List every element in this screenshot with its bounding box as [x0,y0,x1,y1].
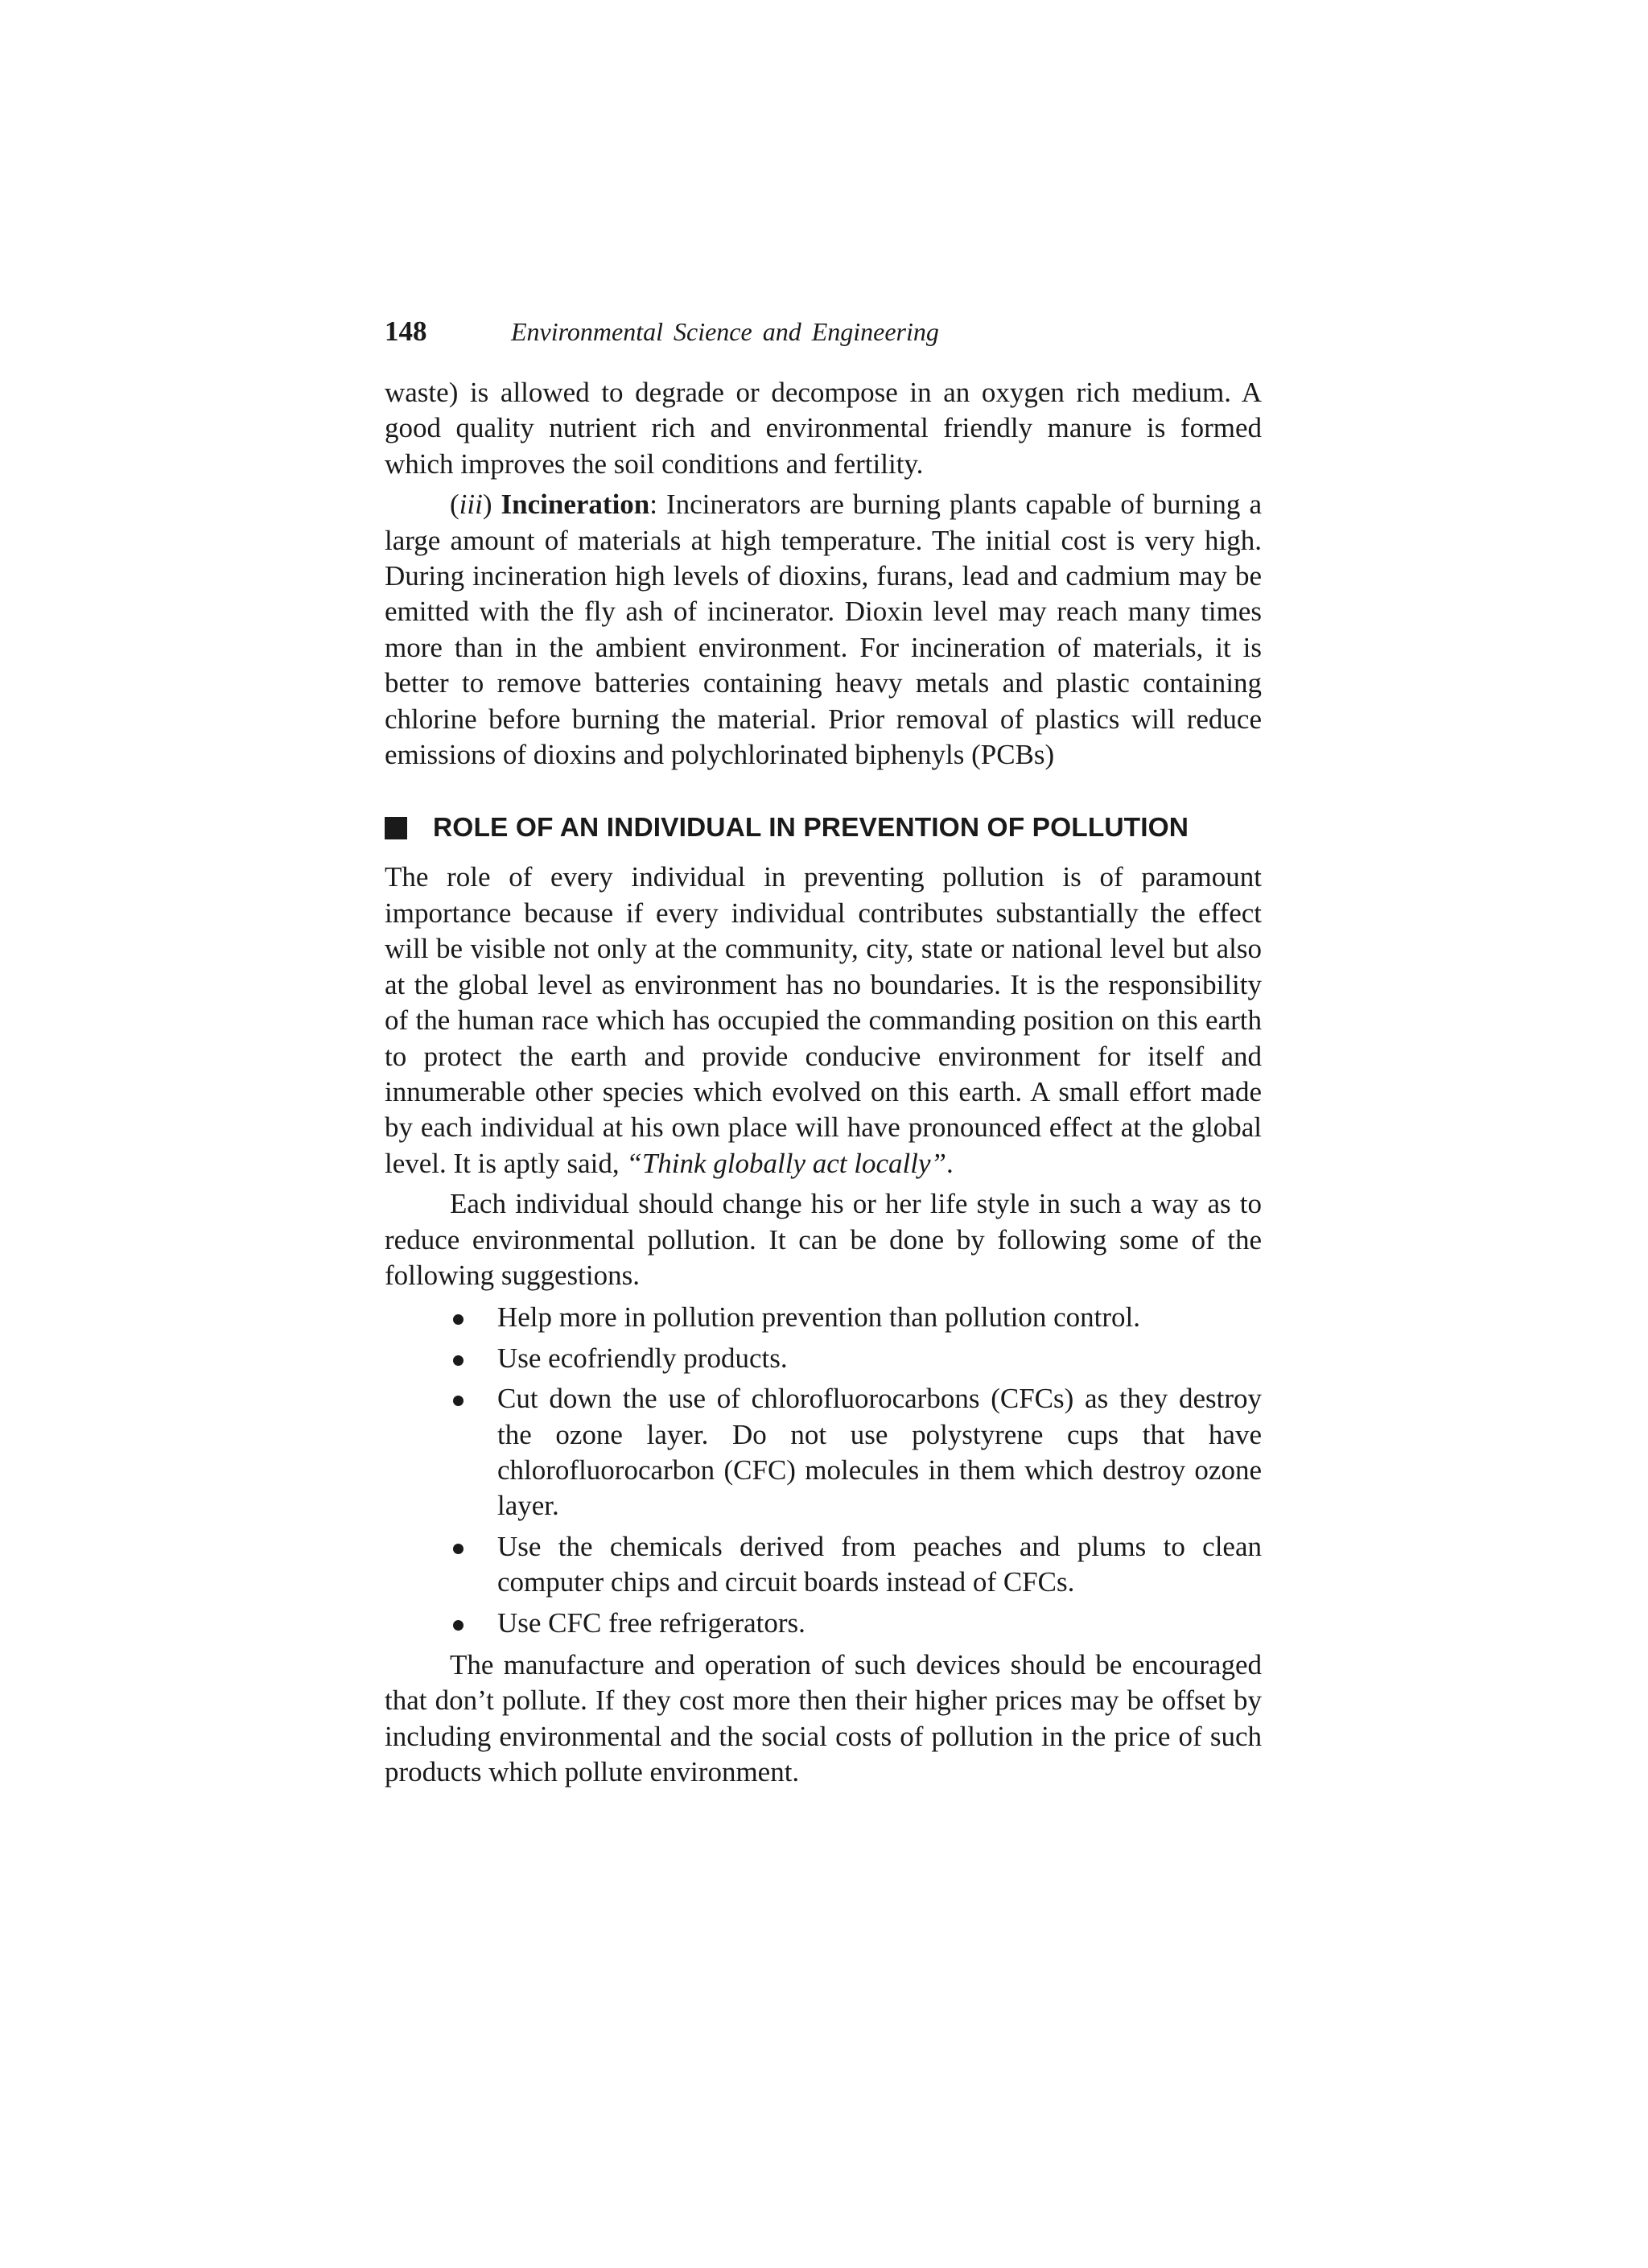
closing-paragraph: The manufacture and operation of such devices should be encouraged that don’t pollute. If they cost more then their higher prices may be offset by including environmental and the social costs of pollution in the price of such products which pollute environment. [385,1649,1262,1788]
section-heading [385,808,1262,848]
suggestions-list [385,1300,1262,1641]
list-item-text: Use ecofriendly products. [497,1342,788,1374]
square-bullet-icon [385,817,407,839]
bullet-icon [453,1620,464,1631]
book-page [385,315,1262,1791]
list-item-text: Cut down the use of chlorofluorocarbons (CFCs) as they destroy the ozone layer. Do not use polystyrene cups that have chlorofluorocarbon (CFC) molecules in them which destroy ozone layer. [497,1383,1262,1522]
role-paragraph-text: The role of every individual in preventing pollution is of paramount importance because if every individual contributes substantially the effect will be visible not only at the community, city, state or national level but also at the global level as environment has no boundaries. It is the responsibility of the human race which has occupied the commanding position on this earth to protect the earth and provide conducive environment for itself and innumerable other species which evolved on this earth. A small effort made by each individual at his own place will have pronounced effect at the global level. It is aptly said, [385,861,1262,1179]
incineration-text: : Incinerators are burning plants capable of burning a large amount of materials at high temperature. The initial cost is very high. During incineration high levels of dioxins, furans, lead and cadmium may be emitted with the fly ash of incinerator. Dioxin level may reach many times more than in the ambient environment. For incineration of materials, it is better to remove batteries containing heavy metals and plastic containing chlorine before burning the material. Prior removal of plastics will reduce emissions of dioxins and polychlorinated biphenyls (PCBs) [385,489,1262,771]
bullet-icon [453,1314,464,1325]
role-paragraph-end: . [946,1147,954,1179]
intro-paragraph: waste) is allowed to degrade or decompose in an oxygen rich medium. A good quality nutrient rich and environmental friendly manure is formed which improves the soil conditions and fertility. [385,377,1262,480]
paren-open: ( [450,489,459,521]
paren-close: ) [482,489,501,521]
list-item-text: Help more in pollution prevention than pollution control. [497,1301,1141,1334]
incineration-paragraph [385,487,1262,773]
list-item-text: Use CFC free refrigerators. [497,1606,805,1639]
list-item [450,1381,1262,1524]
book-title: Environmental Science and Engineering [511,317,939,346]
incineration-term: Incineration [501,489,650,521]
list-item-text: Use the chemicals derived from peaches and plums to clean computer chips and circuit boards instead of CFCs. [497,1530,1262,1598]
bullet-icon [453,1355,464,1366]
bullet-icon [453,1544,464,1554]
quote-text: “Think globally act locally” [626,1147,946,1179]
lifestyle-paragraph: Each individual should change his or her life style in such a way as to reduce environmental pollution. It can be done by following some of the following suggestions. [385,1188,1262,1291]
list-item [450,1529,1262,1601]
list-item [450,1341,1262,1376]
running-head [385,315,1262,359]
page-number: 148 [385,315,427,347]
bullet-icon [453,1396,464,1406]
section-title: ROLE OF AN INDIVIDUAL IN PREVENTION OF POLLUTION [433,813,1189,843]
item-numeral: iii [459,489,483,521]
role-paragraph [385,860,1262,1181]
list-item [450,1606,1262,1641]
list-item [450,1300,1262,1335]
